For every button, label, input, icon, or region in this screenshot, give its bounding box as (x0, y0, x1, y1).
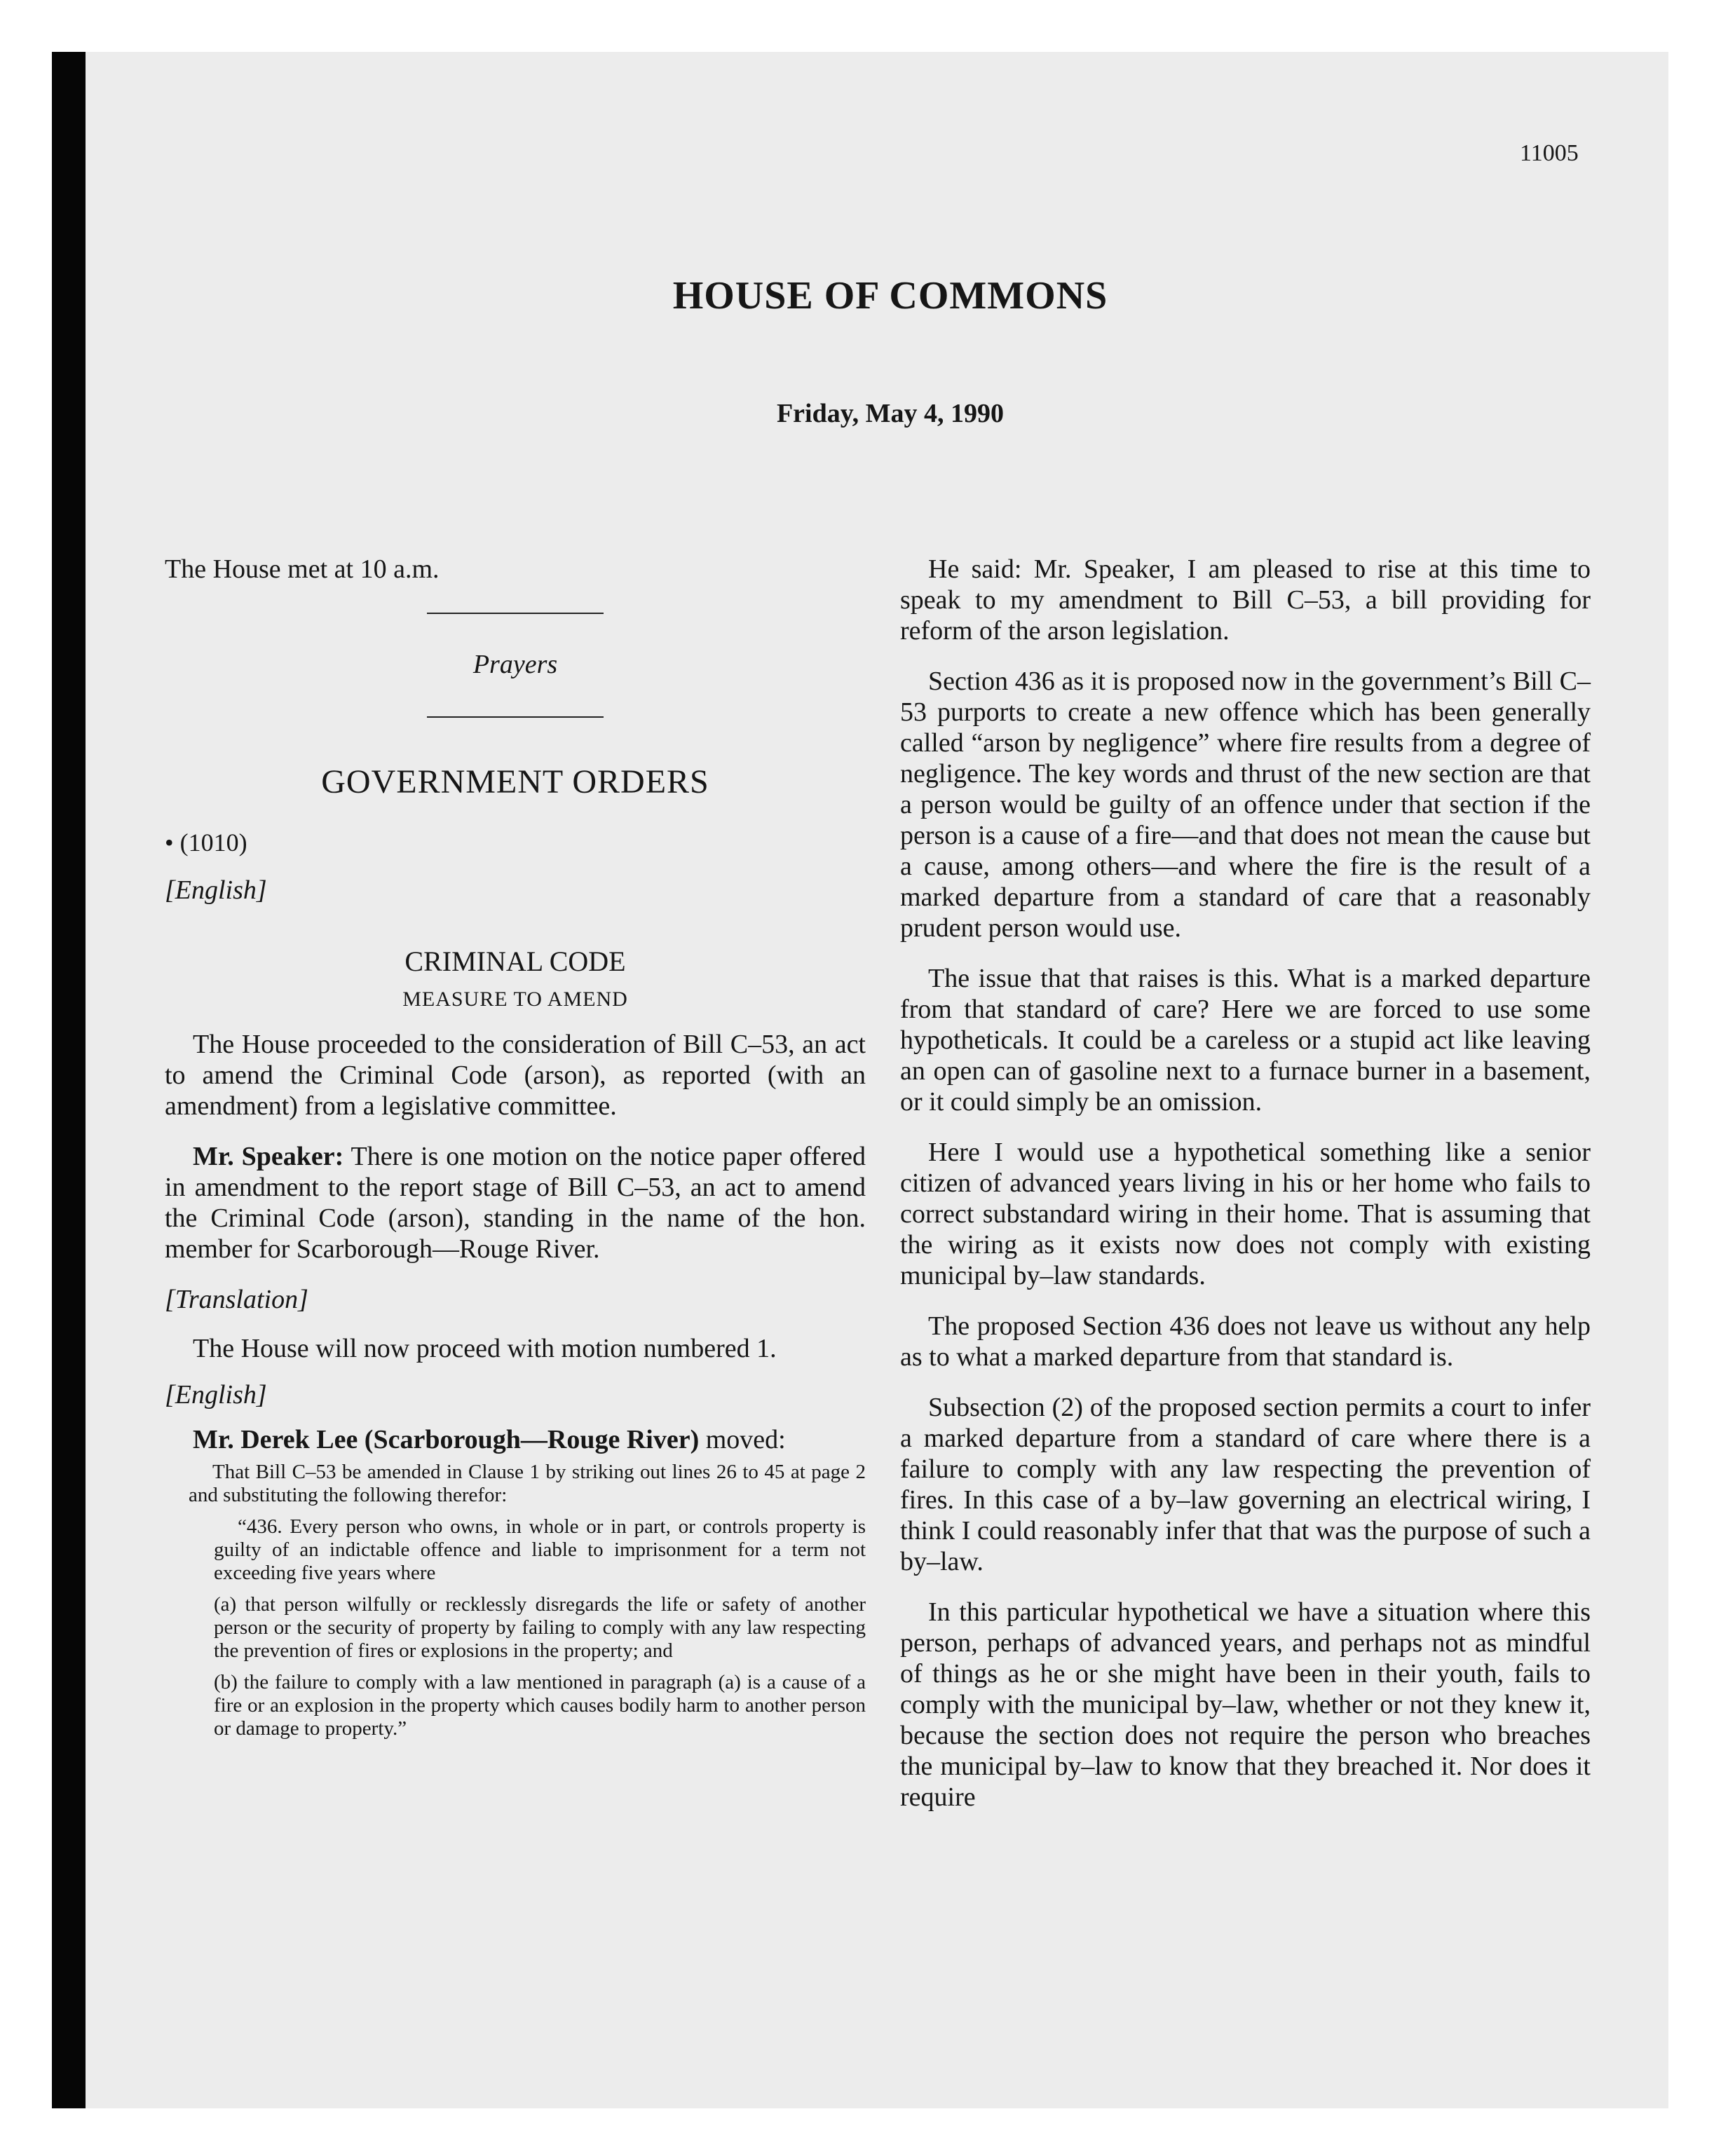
divider-rule (427, 613, 604, 614)
divider-rule (427, 716, 604, 718)
bill-heading: CRIMINAL CODE (404, 946, 626, 977)
speaker-label: Mr. Speaker: (193, 1142, 344, 1171)
language-marker: [English] (165, 875, 267, 905)
speech-paragraph: He said: Mr. Speaker, I am pleased to rise at this time to speak to my amendment to Bill C–53, a bill providing for reform of the arson legislation. (900, 554, 1591, 646)
page-number: 11005 (1520, 140, 1579, 166)
sitting-date: Friday, May 4, 1990 (776, 399, 1005, 428)
speech-paragraph: The issue that that raises is this. What is a marked departure from that standard of care? Here we are forced to use some hypotheticals. It could be a careless or a stupid act like leaving an open can of gasoline next to a furnace burner in a basement, or it could simply be an omission. (900, 964, 1591, 1117)
page-title: HOUSE OF COMMONS (672, 274, 1108, 318)
motion-paragraph-a: (a) that person wilfully or recklessly disregards the life or safety of another person or the security of property by failing to comply with any law respecting the prevention of fires or explosions in the property; and (214, 1593, 866, 1662)
mover-paragraph (165, 1424, 866, 1455)
house-met-line: The House met at 10 a.m. (165, 554, 440, 584)
moved-text: moved: (699, 1425, 786, 1454)
scan-binding-edge (52, 52, 86, 2108)
motion-proceed-paragraph: The House will now proceed with motion numbered 1. (193, 1334, 777, 1363)
left-column (165, 554, 866, 1749)
language-marker: [Translation] (165, 1285, 308, 1314)
mover-name: Mr. Derek Lee (Scarborough—Rouge River) (193, 1425, 700, 1454)
time-marker: • (1010) (165, 828, 247, 857)
speech-paragraph: In this particular hypothetical we have a situation where this person, perhaps of advanced years, and perhaps not as mindful of things as he or she might have been in their youth, fails to comply with the municipal by–law, whether or not they knew it, because the section does not require the person who breaches the municipal by–law to know that they breached it. Nor does it require (900, 1597, 1591, 1812)
language-marker: [English] (165, 1380, 267, 1410)
speech-paragraph: Here I would use a hypothetical something like a senior citizen of advanced years living in his or her home who fails to correct substandard wiring in their home. That is assuming that the wiring as it exists now does not comply with existing municipal by–law standards. (900, 1138, 1591, 1290)
motion-text (165, 1461, 866, 1740)
right-column (900, 554, 1591, 1832)
speech-paragraph: The proposed Section 436 does not leave us without any help as to what a marked departure from that standard is. (900, 1311, 1591, 1372)
motion-section-436: “436. Every person who owns, in whole or in part, or controls property is guilty of an indictable offence and liable to imprisonment for a term not exceeding five years where (214, 1515, 866, 1584)
speech-paragraph: Section 436 as it is proposed now in the government’s Bill C–53 purports to create a new offence which has been generally called “arson by negligence” where fire results from a degree of negligence. The key words and thrust of the new section are that a person would be guilty of an offence under that section if the person is a cause of a fire—and that does not mean the cause but a cause, among others—and where the fire is the result of a marked departure from a standard of care that a reasonably prudent person would use. (900, 667, 1591, 943)
prayers-heading: Prayers (472, 650, 558, 679)
motion-paragraph-b: (b) the failure to comply with a law mentioned in paragraph (a) is a cause of a fire or an explosion in the property which causes bodily harm to another person or damage to property.” (214, 1671, 866, 1740)
speech-paragraph: Subsection (2) of the proposed section permits a court to infer a marked departure from a standard of care where there is a failure to comply with any law respecting the prevention of fires. In this case of a by–law governing an electrical wiring, I think I could reasonably infer that that was the purpose of such a by–law. (900, 1393, 1591, 1576)
speaker-text: There is one motion on the notice paper offered in amendment to the report stage of Bill C–53, an act to amend the Criminal Code (arson), standing in the name of the hon. member for Scarborough—Rouge River. (165, 1142, 866, 1264)
consideration-paragraph: The House proceeded to the consideration of Bill C–53, an act to amend the Criminal Code (arson), as reported (with an amendment) from a legislative committee. (165, 1030, 866, 1121)
motion-intro: That Bill C–53 be amended in Clause 1 by striking out lines 26 to 45 at page 2 and substituting the following therefor: (189, 1461, 866, 1506)
section-heading: GOVERNMENT ORDERS (321, 763, 709, 800)
bill-subheading: MEASURE TO AMEND (402, 988, 628, 1011)
speaker-paragraph (165, 1141, 866, 1264)
